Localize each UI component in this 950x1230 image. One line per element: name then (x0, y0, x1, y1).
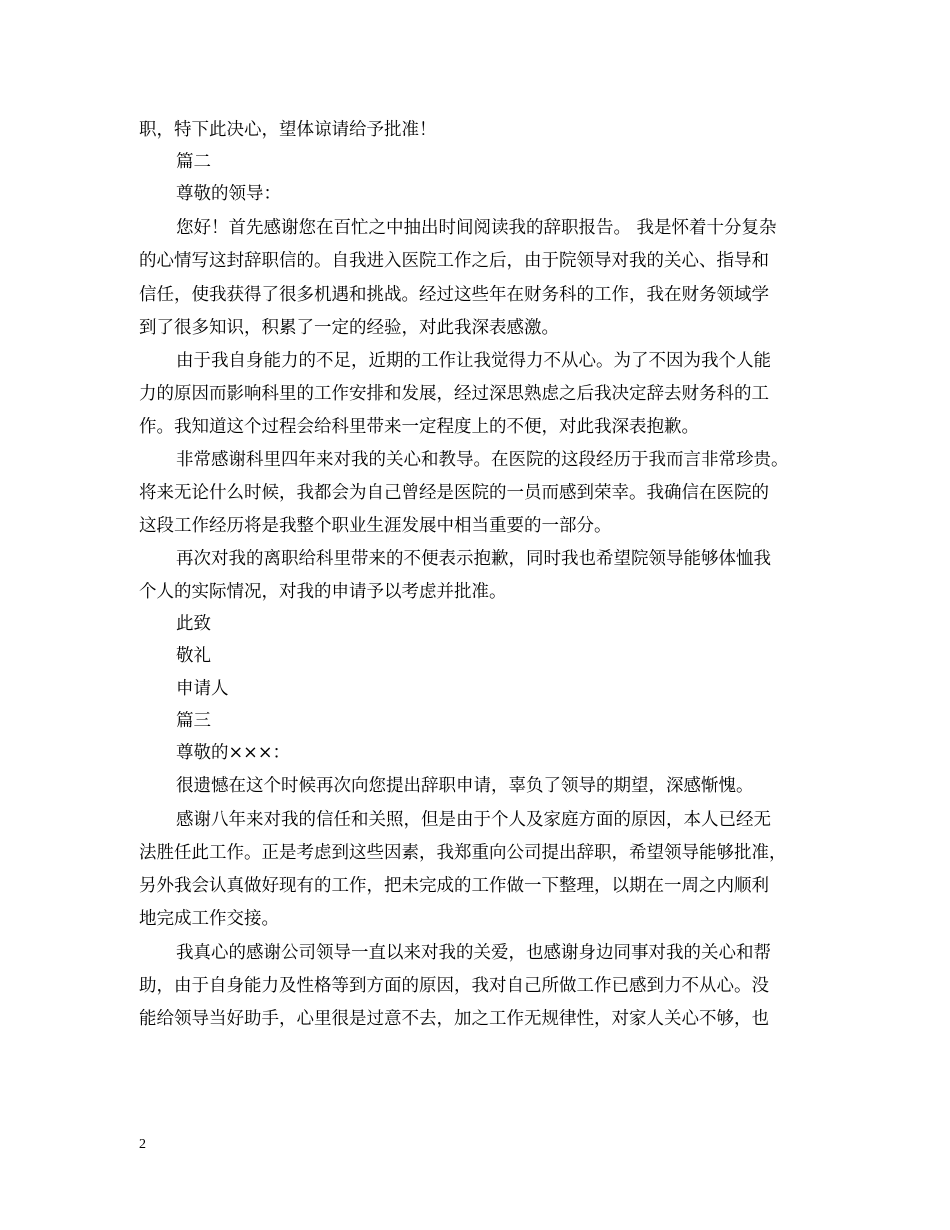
text-line: 这段工作经历将是我整个职业生涯发展中相当重要的一部分。 (139, 516, 612, 536)
text-line: 能给领导当好助手，心里很是过意不去，加之工作无规律性，对家人关心不够，也 (139, 1009, 769, 1029)
closing-line: 此致 (176, 614, 211, 634)
text-line: 地完成工作交接。 (139, 909, 279, 929)
text-line: 法胜任此工作。正是考虑到这些因素，我郑重向公司提出辞职，希望领导能够批准， (139, 843, 787, 863)
text-line: 另外我会认真做好现有的工作，把未完成的工作做一下整理，以期在一周之内顺利 (139, 876, 769, 896)
text-line: 感谢八年来对我的信任和关照，但是由于个人及家庭方面的原因，本人已经无 (176, 810, 771, 830)
text-line: 到了很多知识，积累了一定的经验，对此我深表感激。 (139, 318, 559, 338)
text-line: 将来无论什么时候，我都会为自己曾经是医院的一员而感到荣幸。我确信在医院的 (139, 483, 769, 503)
text-line: 助，由于自身能力及性格等到方面的原因，我对自己所做工作已感到力不从心。没 (139, 976, 769, 996)
text-line: 您好！首先感谢您在百忙之中抽出时间阅读我的辞职报告。 我是怀着十分复杂 (176, 218, 777, 238)
section-heading: 篇二 (176, 152, 211, 172)
text-line: 由于我自身能力的不足，近期的工作让我觉得力不从心。为了不因为我个人能 (176, 351, 771, 371)
closing-line: 敬礼 (176, 646, 211, 666)
page-number: 2 (139, 1137, 146, 1152)
text-line: 作。我知道这个过程会给科里带来一定程度上的不便，对此我深表抱歉。 (139, 417, 699, 437)
text-line: 再次对我的离职给科里带来的不便表示抱歉，同时我也希望院领导能够体恤我 (176, 549, 771, 569)
text-line: 的心情写这封辞职信的。自我进入医院工作之后，由于院领导对我的关心、指导和 (139, 251, 769, 271)
signature-line: 申请人 (176, 679, 229, 699)
text-line: 个人的实际情况，对我的申请予以考虑并批准。 (139, 582, 507, 602)
salutation: 尊敬的领导： (176, 184, 281, 204)
text-line: 我真心的感谢公司领导一直以来对我的关爱，也感谢身边同事对我的关心和帮 (176, 943, 771, 963)
text-line: 信任，使我获得了很多机遇和挑战。经过这些年在财务科的工作，我在财务领域学 (139, 285, 769, 305)
text-line: 力的原因而影响科里的工作安排和发展，经过深思熟虑之后我决定辞去财务科的工 (139, 384, 769, 404)
text-line: 很遗憾在这个时候再次向您提出辞职申请，辜负了领导的期望，深感惭愧。 (176, 776, 754, 796)
salutation: 尊敬的×××： (176, 743, 290, 763)
text-line: 职，特下此决心，望体谅请给予批准！ (139, 120, 437, 140)
section-heading: 篇三 (176, 711, 211, 731)
text-line: 非常感谢科里四年来对我的关心和教导。在医院的这段经历于我而言非常珍贵。 (176, 450, 789, 470)
